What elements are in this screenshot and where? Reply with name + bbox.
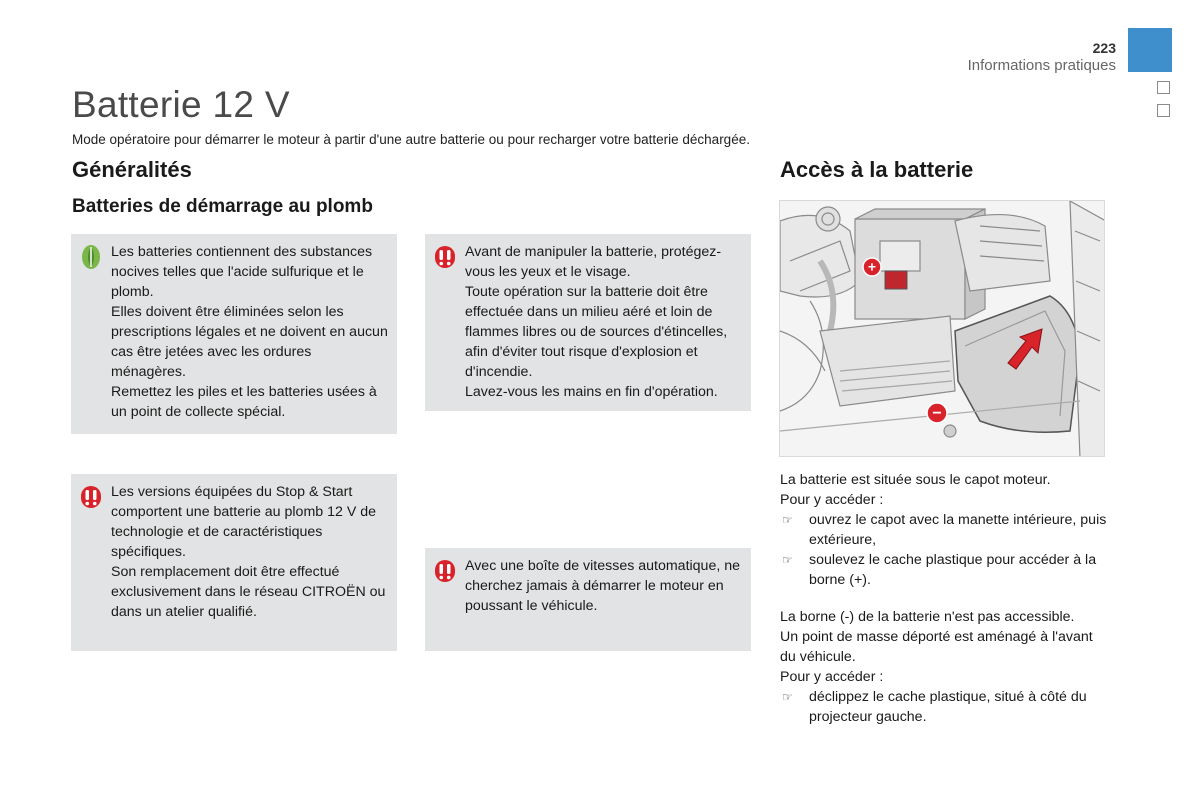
stop-start-warning-box bbox=[71, 474, 397, 651]
instruction-bullet bbox=[780, 550, 1110, 590]
box-paragraph: Son remplacement doit être effectué exclusivement dans le réseau CITROËN ou dans un atelier qualifié. bbox=[111, 564, 386, 620]
safety-warning-box bbox=[425, 234, 751, 411]
chapter-marker-box bbox=[1157, 104, 1170, 117]
warning-exclamation-icon bbox=[81, 484, 101, 510]
ground-point-section bbox=[780, 607, 1110, 727]
box-paragraph: Avant de manipuler la batterie, protégez-vous les yeux et le visage. bbox=[465, 244, 722, 280]
instruction-bullet bbox=[780, 687, 1110, 727]
positive-terminal-label: + bbox=[867, 258, 877, 275]
box-paragraph: Avec une boîte de vitesses automatique, ne cherchez jamais à démarrer le moteur en poussant le véhicule. bbox=[465, 558, 741, 614]
text-line: La batterie est située sous le capot moteur. bbox=[780, 472, 1051, 488]
intro-text: Mode opératoire pour démarrer le moteur à partir d'une autre batterie ou pour recharger votre batterie déchargée. bbox=[72, 132, 750, 147]
pointing-hand-icon: ☞ bbox=[782, 553, 793, 567]
box-paragraph: Les versions équipées du Stop & Start comportent une batterie au plomb 12 V de technologie et de caractéristiques spécifiques. bbox=[111, 484, 377, 560]
recycle-leaf-icon bbox=[81, 244, 101, 270]
heading-acces-batterie: Accès à la batterie bbox=[780, 157, 974, 182]
heading-generalites: Généralités bbox=[72, 157, 192, 182]
page-number: 223 bbox=[1092, 40, 1116, 56]
text-line: La borne (-) de la batterie n'est pas accessible. bbox=[780, 609, 1075, 625]
text-line: Pour y accéder : bbox=[780, 492, 884, 508]
battery-location-section bbox=[780, 470, 1110, 590]
automatic-gearbox-warning-box bbox=[425, 548, 751, 651]
recycling-info-box bbox=[71, 234, 397, 434]
text-line: Un point de masse déporté est aménagé à l'avant du véhicule. bbox=[780, 629, 1093, 665]
bullet-text: soulevez le cache plastique pour accéder à la borne (+). bbox=[809, 552, 1097, 588]
engine-bay-battery-illustration bbox=[779, 200, 1105, 457]
bullet-text: ouvrez le capot avec la manette intérieure, puis extérieure, bbox=[809, 512, 1107, 548]
chapter-marker-box bbox=[1157, 81, 1170, 94]
page-title: Batterie 12 V bbox=[72, 84, 290, 125]
box-paragraph: Les batteries contiennent des substances nocives telles que l'acide sulfurique et le plomb. bbox=[111, 244, 373, 300]
box-paragraph: Elles doivent être éliminées selon les prescriptions légales et ne doivent en aucun cas être jetées avec les ordures ménagères. bbox=[111, 304, 388, 380]
pointing-hand-icon: ☞ bbox=[782, 690, 793, 704]
text-line: Pour y accéder : bbox=[780, 669, 884, 685]
instruction-bullet bbox=[780, 510, 1110, 550]
box-paragraph: Lavez-vous les mains en fin d'opération. bbox=[465, 384, 718, 400]
pointing-hand-icon: ☞ bbox=[782, 513, 793, 527]
bullet-text: déclippez le cache plastique, situé à côté du projecteur gauche. bbox=[809, 689, 1087, 725]
box-paragraph: Remettez les piles et les batteries usées à un point de collecte spécial. bbox=[111, 384, 377, 420]
box-paragraph: Toute opération sur la batterie doit être effectuée dans un milieu aéré et loin de flammes libres ou de sources d'étincelles, afin d'éviter tout risque d'explosion et d'incendie. bbox=[465, 284, 728, 380]
negative-terminal-label: − bbox=[932, 405, 942, 422]
section-title: Informations pratiques bbox=[967, 57, 1116, 74]
subheading-lead-batteries: Batteries de démarrage au plomb bbox=[72, 196, 373, 217]
warning-exclamation-icon bbox=[435, 558, 455, 584]
warning-exclamation-icon bbox=[435, 244, 455, 270]
header-color-tab bbox=[1128, 28, 1172, 72]
